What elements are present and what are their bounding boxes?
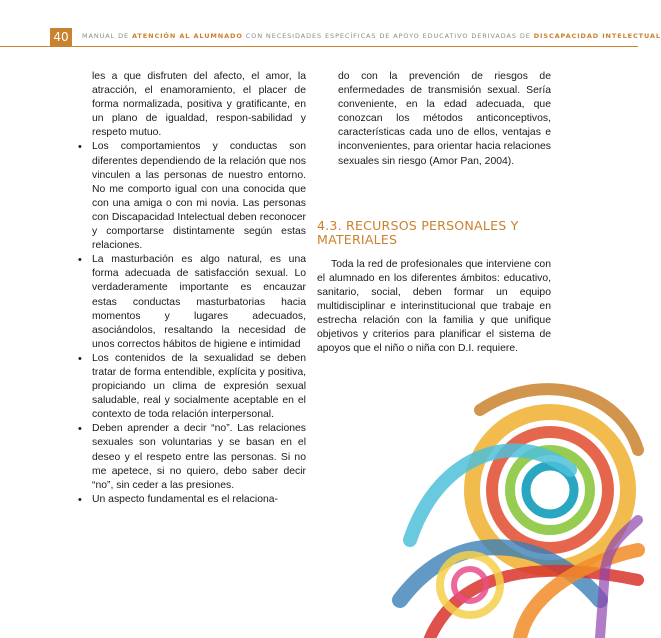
bullet-item: • Los comportamientos y conductas son diferentes dependiendo de la relación que nos vinculen a las personas de nuestro entorno. No me comporto igual con una conocida que con una amiga o con mi novia. Las personas con Discapacidad Intelectual deben reconocer y comportarse distintamente según estas relaciones. <box>92 140 306 253</box>
header-text-1: MANUAL DE <box>82 32 132 40</box>
section-heading: 4.3. RECURSOS PERSONALES Y MATERIALES <box>317 217 519 248</box>
bullet-item: • Los contenidos de la sexualidad se deben tratar de forma entendible, explícita y positiva, propiciando un clima de expresión sexual saludable, real y socialmente aceptable en el contexto de toda relación interpersonal. <box>92 352 306 422</box>
bullet-item: • Un aspecto fundamental es el relaciona- <box>92 493 306 507</box>
right-column <box>317 70 551 356</box>
running-header <box>82 32 661 40</box>
bullet-list <box>92 140 306 506</box>
bullet-item: • La masturbación es algo natural, es una forma adecuada de satisfacción sexual. Lo verdaderamente importante es encauzar estas conductas masturbatorias hacia momentos y lugares adecuados, asociándolos, resaltando la necesidad de unos correctos hábitos de higiene e intimidad <box>92 253 306 352</box>
header-highlight-2: DISCAPACIDAD INTELECTUAL <box>533 32 661 40</box>
left-column <box>92 70 306 507</box>
section-body-paragraph: Toda la red de profesionales que interviene con el alumnado en los diferentes ámbitos: educativo, sanitario, social, deben formar un equipo multidisciplinar e interinstitucional que trabaje en estrecha relación con la familia y que unifique objetivos y criterios para planificar el sistema de apoyos que el niño o niña con D.I. requiere. <box>317 258 551 355</box>
decorative-swirl-illustration <box>400 370 638 638</box>
header-text-2: CON NECESIDADES ESPECÍFICAS DE APOYO EDUCATIVO DERIVADAS DE <box>242 32 534 40</box>
bullet-item: • Deben aprender a decir “no”. Las relaciones sexuales son voluntarias y se basan en el deseo y el respeto entre las personas. Si no me apetece, si no quiero, debo saber decir “no”, sin ceder a las presiones. <box>92 422 306 492</box>
header-highlight-1: ATENCIÓN AL ALUMNADO <box>132 32 243 40</box>
left-intro-paragraph: les a que disfruten del afecto, el amor, la atracción, el enamoramiento, el placer de forma normalizada, positiva y gratificante, en un plano de igualdad, respon-sabilidad y respeto mutuo. <box>92 71 306 139</box>
page-number: 40 <box>50 28 72 46</box>
right-continuation-paragraph: do con la prevención de riesgos de enfermedades de transmisión sexual. Sería conveniente, en la edad adecuada, que conozcan los métodos anticonceptivos, características cada uno de ellos, ventajas e inconvenientes, para orientar hacia relaciones sexuales sin riesgo (Amor Pan, 2004). <box>338 71 551 167</box>
header-rule <box>0 46 638 47</box>
